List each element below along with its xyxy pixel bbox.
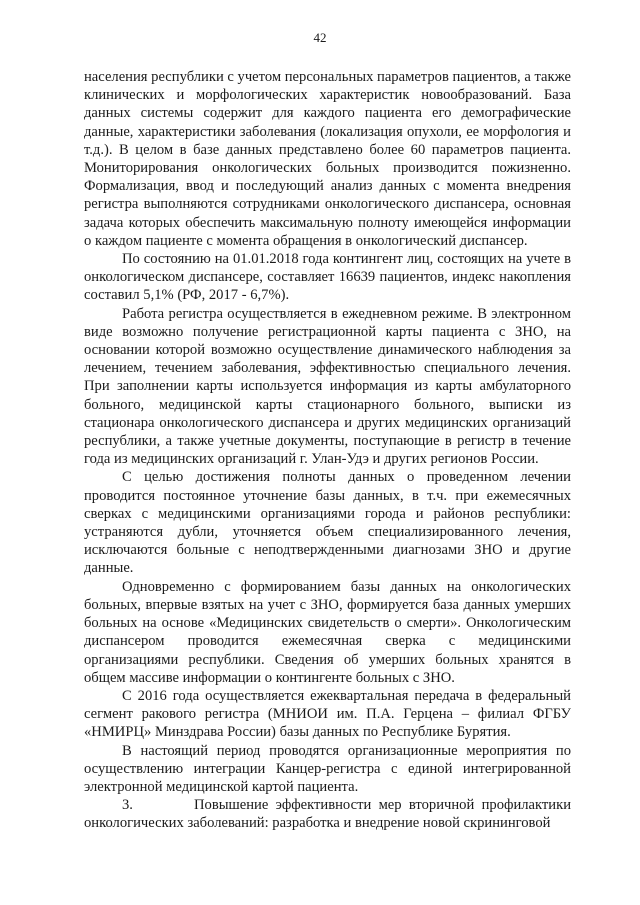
body-text (84, 68, 571, 833)
paragraph-2: По состоянию на 01.01.2018 года контингент лиц, состоящих на учете в онкологическом диспансере, составляет 16639 пациентов, индекс накопления составил 5,1% (РФ, 2017 - 6,7%). (84, 251, 571, 304)
paragraph-4: С целью достижения полноты данных о проведенном лечении проводится постоянное уточнение базы данных, в т.ч. при ежемесячных сверках с медицинскими организациями города и районов республики: устраняются дубли, уточняется объем специализированного лечения, исключаются больные с неподтвержденными диагнозами ЗНО и другие данные. (84, 469, 571, 577)
paragraph-6: С 2016 года осуществляется ежеквартальная передача в федеральный сегмент ракового регистра (МНИОИ им. П.А. Герцена – филиал ФГБУ «НМИРЦ» Минздрава России) базы данных по Республике Бурятия. (84, 687, 571, 741)
numbered-list-item (84, 796, 571, 832)
paragraph-7: В настоящий период проводятся организационные мероприятия по осуществлению интеграции Канцер-регистра с единой интегрированной электронной медицинской картой пациента. (84, 742, 571, 795)
paragraph-3: Работа регистра осуществляется в ежедневном режиме. В электронном виде возможно получение регистрационной карты пациента с ЗНО, на основании которой возможно осуществление динамического наблюдения за лечением, течением заболевания, эффективностью специального лечения. При заполнении карты используется информация из карты амбулаторного больного, медицинской карты стационарного больного, выписки из стационара онкологического диспансера и других медицинских организаций республики, а также учетные документы, поступающие в регистр в течение года из медицинских организаций г. Улан-Удэ и других регионов России. (84, 305, 571, 468)
paragraph-5: Одновременно с формированием базы данных на онкологических больных, впервые взятых на учет с ЗНО, формируется база данных умерших больных на основе «Медицинских свидетельств о смерти». Онкологическим диспансером проводится ежемесячная сверка с медицинскими организациями республики. Сведения об умерших больных хранятся в общем массиве информации о контингенте больных с ЗНО. (84, 578, 571, 686)
list-item-text: Повышение эффективности мер вторичной профилактики онкологических заболеваний: разработка и внедрение новой скрининговой (84, 797, 571, 832)
list-item-number: 3. (122, 797, 133, 814)
page-number: 42 (313, 30, 327, 45)
paragraph-1: населения республики с учетом персональных параметров пациентов, а также клинических и морфологических характеристик новообразований. База данных системы содержит для каждого пациента его демографические данные, характеристики заболевания (локализация опухоли, ее морфология и т.д.). В целом в базе данных представлено более 60 параметров пациента. Мониторирования онкологических больных производится пожизненно. Формализация, ввод и последующий анализ данных с момента внедрения регистра выполняются сотрудниками онкологического диспансера, основная задача которых обеспечить максимальную полноту имеющейся информации о каждом пациенте с момента обращения в онкологический диспансер. (84, 69, 571, 249)
